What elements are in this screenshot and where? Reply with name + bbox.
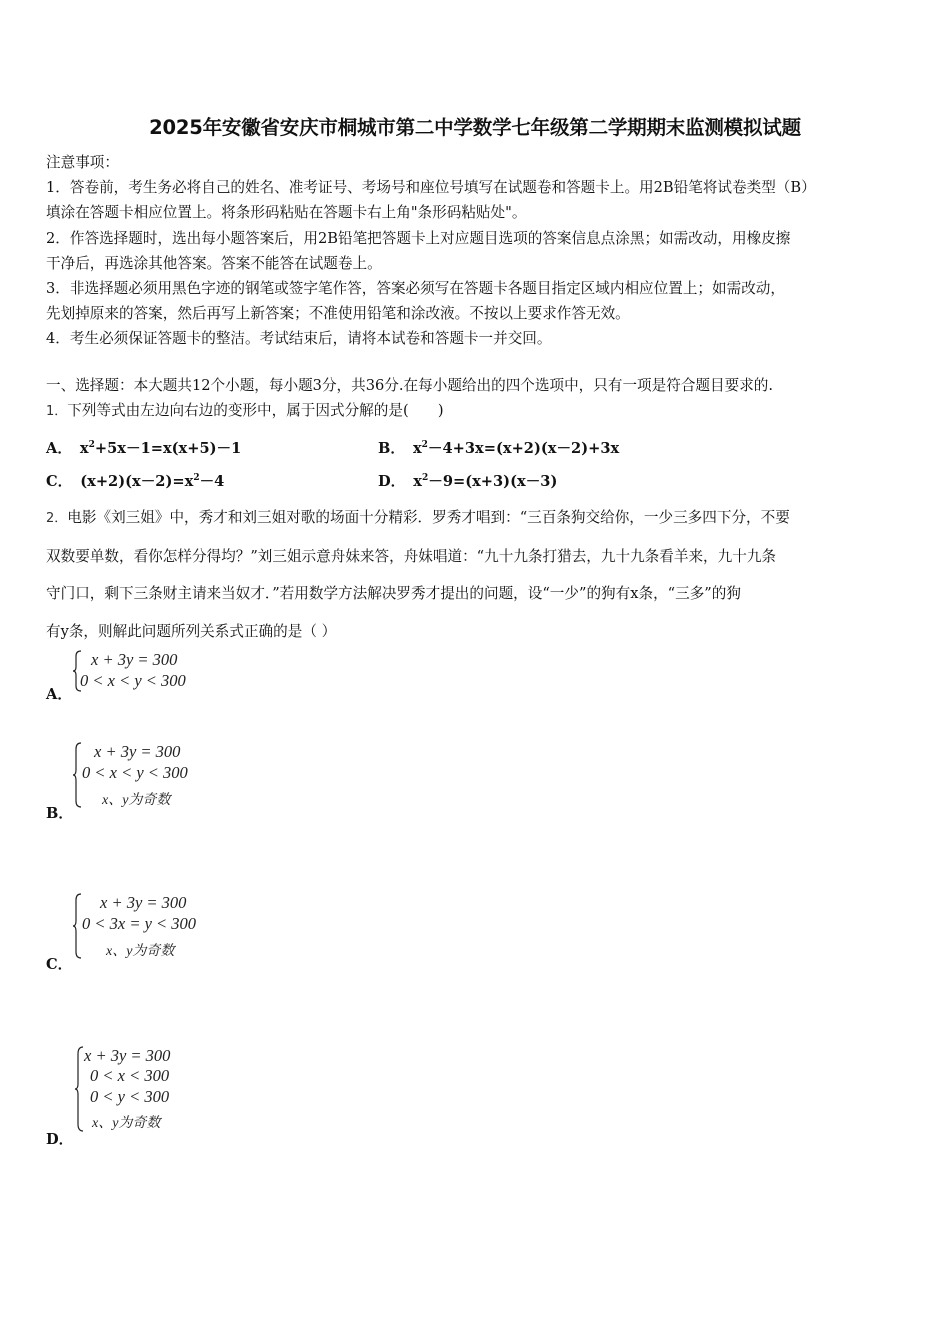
notes-line: 1．答卷前，考生务必将自己的姓名、准考证号、考场号和座位号填写在试题卷和答题卡上。用2B铅笔将试卷类型（B） bbox=[46, 179, 816, 197]
question-line: 有y条，则解此问题所列关系式正确的是（ ） bbox=[46, 622, 337, 640]
question-line: 守门口，剩下三条财主请来当奴才．”若用数学方法解决罗秀才提出的问题，设“一少”的狗有x条，“三多”的狗 bbox=[46, 585, 741, 603]
notes-heading: 注意事项： bbox=[46, 154, 119, 171]
notes-line: 先划掉原来的答案，然后再写上新答案；不准使用铅笔和涂改液。不按以上要求作答无效。 bbox=[46, 305, 630, 323]
q1-option-a: A． $x^2+5x-1=x(x+5)-1$ bbox=[46, 440, 242, 457]
q1-option-d: D． $x^2-9=(x+3)(x-3)$ bbox=[378, 473, 558, 490]
notes-line: 2．作答选择题时，选出每小题答案后，用2B铅笔把答题卡上对应题目选项的答案信息点涂黑；如需改动，用橡皮擦 bbox=[46, 229, 791, 247]
page-title: 2025年安徽省安庆市桐城市第二中学数学七年级第二学期期末监测模拟试题 bbox=[149, 116, 801, 139]
notes-line: 3．非选择题必须用黑色字迹的钢笔或签字笔作答，答案必须写在答题卡各题目指定区域内相应位置上；如需改动， bbox=[46, 280, 785, 298]
q2-option-c-label: C． bbox=[46, 956, 73, 973]
notes-block bbox=[46, 150, 908, 352]
brace-icon bbox=[74, 1046, 84, 1132]
q2-option-b-label: B． bbox=[46, 805, 73, 822]
question-number: 1． bbox=[46, 404, 68, 419]
q2-option-c-system: x + 3y = 300 0 < 3x = y < 300 x、y为奇数 bbox=[72, 893, 252, 963]
brace-icon bbox=[72, 742, 82, 808]
q2-option-d-system: x + 3y = 300 0 < x < 300 0 < y < 300 x、y为奇数 bbox=[74, 1046, 224, 1138]
question-2-stem bbox=[46, 499, 910, 650]
q1-option-c: C． $(x+2)(x-2)=x^2-4$ bbox=[46, 473, 225, 490]
notes-line: 填涂在答题卡相应位置上。将条形码粘贴在答题卡右上角"条形码粘贴处"。 bbox=[46, 204, 527, 222]
q2-option-a-system: x + 3y = 300 0 < x < y < 300 bbox=[72, 650, 232, 700]
q2-option-d-label: D． bbox=[46, 1131, 74, 1148]
question-number: 2． bbox=[46, 511, 68, 526]
notes-line: 4．考生必须保证答题卡的整洁。考试结束后，请将本试卷和答题卡一并交回。 bbox=[46, 330, 552, 348]
q2-option-a-label: A． bbox=[46, 686, 72, 703]
q1-option-b: B． $x^2-4+3x=(x+2)(x-2)+3x$ bbox=[378, 440, 620, 457]
question-line: 双数要单数，看你怎样分得均？”刘三姐示意舟妹来答，舟妹唱道：“九十九条打猎去，九十九条看羊来，九十九条 bbox=[46, 547, 777, 565]
question-text: 下列等式由左边向右边的变形中，属于因式分解的是( ) bbox=[67, 402, 444, 419]
question-1-stem bbox=[46, 399, 444, 420]
notes-line: 干净后，再选涂其他答案。答案不能答在试题卷上。 bbox=[46, 254, 382, 272]
q2-option-b-system: x + 3y = 300 0 < x < y < 300 x、y为奇数 bbox=[72, 742, 242, 812]
brace-icon bbox=[72, 893, 82, 959]
question-line: 2．电影《刘三姐》中，秀才和刘三姐对歌的场面十分精彩．罗秀才唱到：“三百条狗交给你，一少三多四下分，不要 bbox=[46, 509, 790, 526]
section-header: 一、选择题：本大题共12个小题，每小题3分，共36分.在每小题给出的四个选项中，只有一项是符合题目要求的. bbox=[46, 377, 774, 394]
